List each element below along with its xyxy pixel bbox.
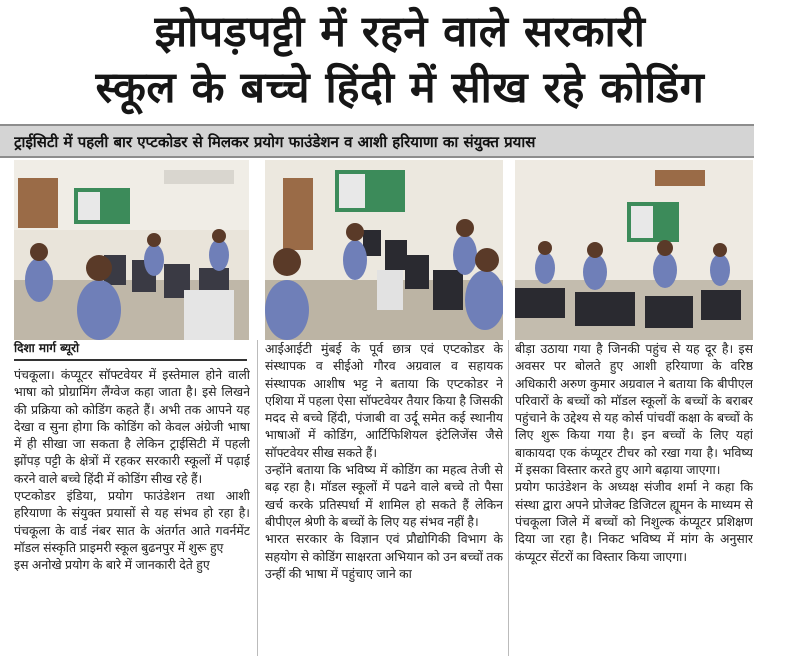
paragraph: पंचकूला। कंप्यूटर सॉफ्टवेयर में इस्तेमाल होने वाली भाषा को प्रोग्रामिंग लैंग्वेज कहा जाता है। इसे लिखने की प्रक्रिया को कोडिंग कहते हैं। अभी तक आपने यह देखा व सुना होगा कि कोडिंग को केवल अंग्रेजी भाषा में ही सीखा जा सकता है लेकिन ट्राईसिटी में पहली झोंपड़ पट्टी के क्षेत्रों में रहकर सरकारी स्कूलों में पढ़ाई करने वाले बच्चे हिंदी में कोडिंग सीख रहे हैं। <box>14 367 250 486</box>
paragraph: आईआईटी मुंबई के पूर्व छात्र एवं एप्टकोडर के संस्थापक व सीईओ गौरव अग्रवाल व सहायक संस्थापक आशीष भट्ट ने बताया कि एप्टकोडर ने एशिया में पहला ऐसा सॉफ्टवेयर तैयार किया है जिसकी मदद से बच्चे हिंदी, पंजाबी वा उर्दू समेत कई स्थानीय भाषाओं में कोडिंग, आर्टिफिशियल इंटेलिजेंस जैसे सॉफ्टवेयर सीख सकते हैं। <box>265 341 503 460</box>
subheadline-bar <box>0 124 754 158</box>
article-headline <box>0 4 800 116</box>
paragraph: उन्होंने बताया कि भविष्य में कोडिंग का महत्व तेजी से बढ़ रहा है। मॉडल स्कूलों में पढने वाले बच्चे तो पैसा खर्च करके प्रतिस्पर्धा में शामिल हो सकते हैं लेकिन बीपीएल श्रेणी के बच्चों के लिए यह संभव नहीं है। <box>265 462 503 529</box>
article-column-1 <box>14 366 250 656</box>
article-column-3 <box>515 340 753 656</box>
column-divider <box>508 340 509 656</box>
classroom-photo-1 <box>14 160 249 340</box>
byline: दिशा मार्ग ब्यूरो <box>14 341 80 355</box>
paragraph: एप्टकोडर इंडिया, प्रयोग फाउंडेशन तथा आशी हरियाणा के संयुक्त प्रयासों से यह संभव हो रहा है। पंचकूला के वार्ड नंबर सात के अंतर्गत आते गवर्नमेंट मॉडल संस्कृति प्राइमरी स्कूल बुढनपुर में शुरू हुए <box>14 488 250 555</box>
paragraph: प्रयोग फाउंडेशन के अध्यक्ष संजीव शर्मा ने कहा कि संस्था द्वारा अपने प्रोजेक्ट डिजिटल ह्यूमन के माध्यम से पंचकूला जिले में बच्चों को निशुल्क कंप्यूटर प्रशिक्षण दिया जा रहा है। निकट भविष्य में मांग के अनुसार कंप्यूटर सेंटरों का विस्तार किया जाएगा। <box>515 479 753 564</box>
classroom-photo-3 <box>515 160 753 340</box>
article-column-2 <box>265 340 503 656</box>
subheadline: ट्राईसिटी में पहली बार एप्टकोडर से मिलकर प्रयोग फाउंडेशन व आशी हरियाणा का संयुक्त प्रयास <box>14 133 536 151</box>
headline-line-2: स्कूल के बच्चे हिंदी में सीख रहे कोडिंग <box>95 63 705 113</box>
paragraph: भारत सरकार के विज्ञान एवं प्रौद्योगिकी विभाग के सहयोग से कोडिंग साक्षरता अभियान को उन बच्चों तक उन्हीं की भाषा में पहुंचाए जाने का <box>265 531 503 581</box>
classroom-photo-2 <box>265 160 503 340</box>
paragraph: इस अनोखे प्रयोग के बारे में जानकारी देते हुए <box>14 557 210 573</box>
column-divider <box>257 340 258 656</box>
paragraph: बीड़ा उठाया गया है जिनकी पहुंच से यह दूर है। इस अवसर पर बोलते हुए आशी हरियाणा के वरिष्ठ अधिकारी अरुण कुमार अग्रवाल ने बताया कि बीपीएल परिवारों के बच्चों को मॉडल स्कूलों के बच्चों के बराबर पहुंचाने के उद्देश्य से यह कोर्स पांचवीं कक्षा के बच्चों के लिए शुरू किया गया है। इन बच्चों के लिए यहां बाकायदा एक कंप्यूटर टीचर को रखा गया है। भविष्य में इसका विस्तार करते हुए आगे बढ़ाया जाएगा। <box>515 341 753 478</box>
byline-rule <box>14 359 247 361</box>
headline-line-1: झोपड़पट्टी में रहने वाले सरकारी <box>154 7 646 57</box>
